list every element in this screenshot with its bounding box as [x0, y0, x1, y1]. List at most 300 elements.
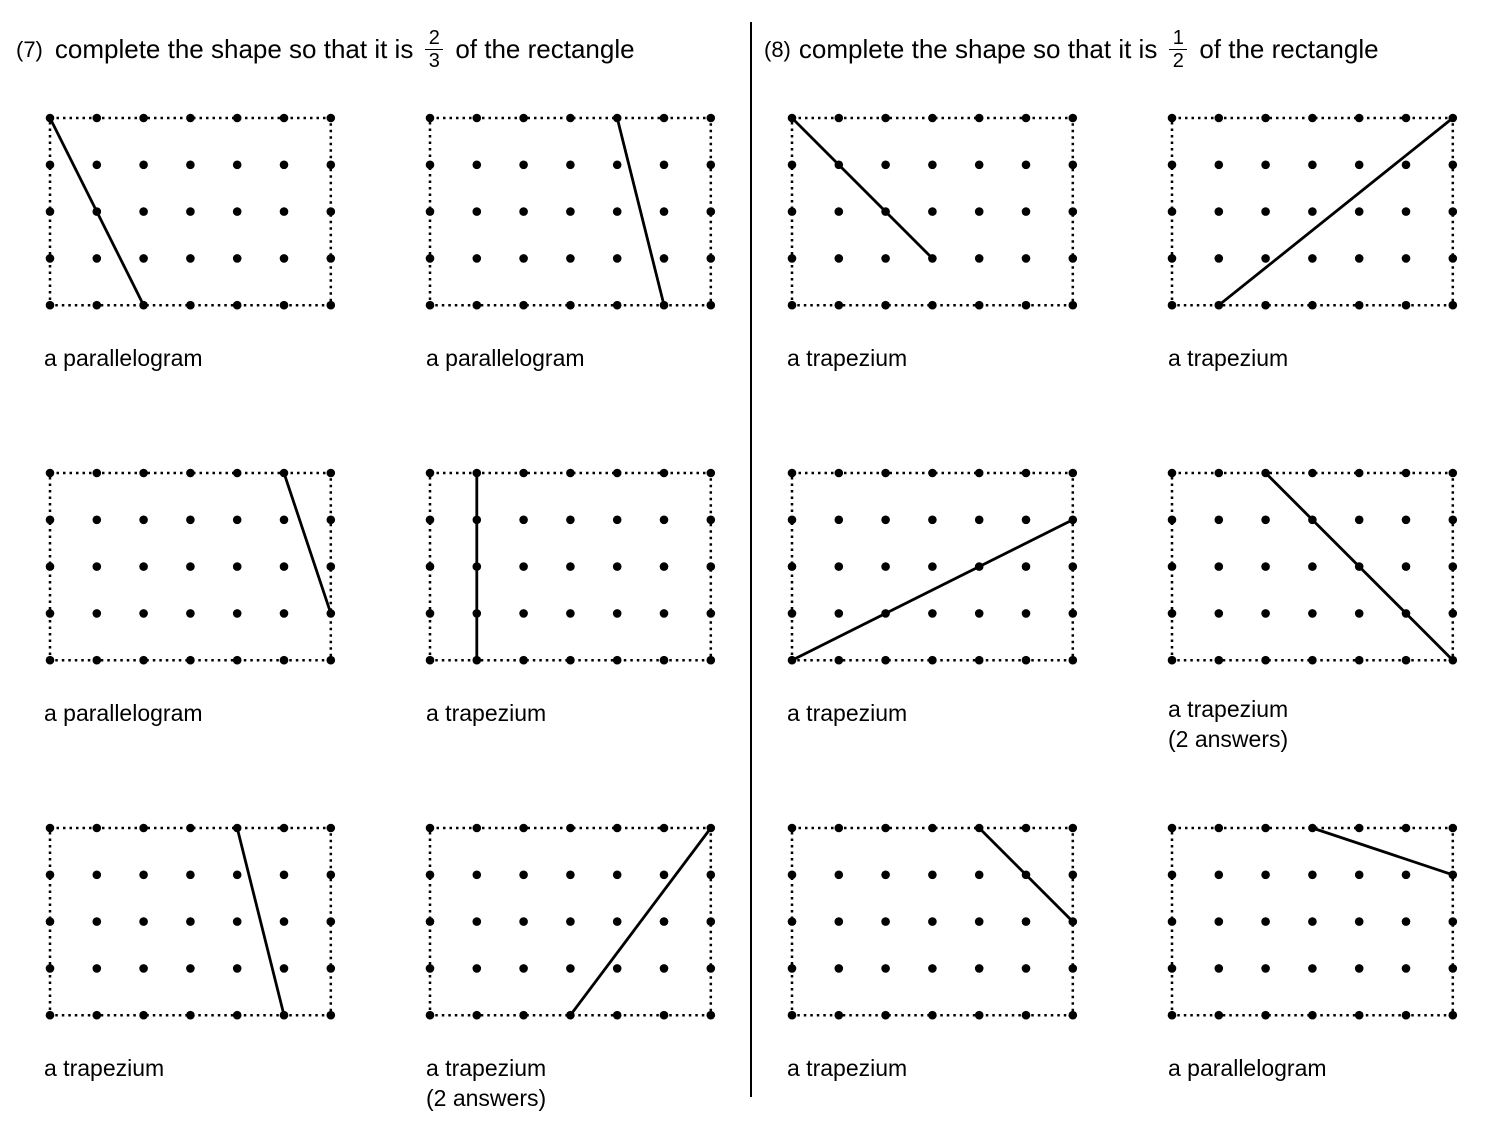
- dot-grid-1: [46, 114, 335, 310]
- q8-number: (8): [764, 36, 791, 62]
- grid-dot: [1168, 871, 1177, 880]
- grid-dot: [139, 656, 148, 665]
- grid-dot: [280, 609, 289, 618]
- grid-dot: [660, 1011, 669, 1020]
- grid-dot: [186, 161, 195, 170]
- grid-dot: [1402, 207, 1411, 216]
- grid-dot: [139, 207, 148, 216]
- grid-dot: [473, 1011, 482, 1020]
- grid-dot: [426, 609, 435, 618]
- grid-dot: [519, 469, 528, 478]
- grid-dot: [327, 254, 336, 263]
- grid-dot: [1215, 871, 1224, 880]
- grid-dot: [1261, 871, 1270, 880]
- shape-name: a parallelogram: [426, 345, 585, 371]
- grid-dot: [835, 656, 844, 665]
- grid-dot: [93, 161, 102, 170]
- grid-dot: [1215, 254, 1224, 263]
- grid-dot: [233, 207, 242, 216]
- grid-dot: [139, 871, 148, 880]
- grid-dot: [707, 964, 716, 973]
- q7-numerator: 2: [428, 27, 440, 49]
- grid-dot: [835, 964, 844, 973]
- grid-dot: [1449, 469, 1458, 478]
- grid-dot: [788, 562, 797, 571]
- grid-dot: [46, 871, 55, 880]
- grid-dot: [426, 562, 435, 571]
- grid-dot: [1168, 254, 1177, 263]
- grid-dot: [93, 562, 102, 571]
- starting-edge-line: [284, 473, 331, 613]
- grid-dot: [1402, 824, 1411, 833]
- starting-edge-line: [792, 118, 932, 258]
- grid-dot: [46, 656, 55, 665]
- grid-dot: [233, 114, 242, 123]
- grid-dot: [519, 824, 528, 833]
- grid-dot: [473, 254, 482, 263]
- grid-dot: [46, 964, 55, 973]
- grid-dot: [519, 301, 528, 310]
- grid-dot: [1261, 516, 1270, 525]
- grid-dot: [93, 469, 102, 478]
- dot-grid-2: [426, 114, 715, 310]
- grid-dot: [1355, 824, 1364, 833]
- grid-dot: [186, 1011, 195, 1020]
- grid-dot: [1069, 656, 1078, 665]
- grid-dot: [660, 609, 669, 618]
- grid-dot: [975, 964, 984, 973]
- grid-dot: [707, 656, 716, 665]
- starting-edge-line: [570, 828, 710, 1015]
- grid-dot: [93, 516, 102, 525]
- grid-dot: [881, 656, 890, 665]
- grid-dot: [1069, 1011, 1078, 1020]
- grid-dot: [566, 609, 575, 618]
- grid-dot: [1168, 301, 1177, 310]
- grid-dot: [928, 516, 937, 525]
- grid-dot: [1022, 562, 1031, 571]
- grid-dot: [233, 254, 242, 263]
- grid-dot: [233, 562, 242, 571]
- grid-dot: [186, 871, 195, 880]
- grid-dot: [1402, 254, 1411, 263]
- grid-dot: [426, 161, 435, 170]
- grid-dot: [1402, 469, 1411, 478]
- grid-dot: [233, 1011, 242, 1020]
- grid-dot: [928, 469, 937, 478]
- grid-dot: [327, 656, 336, 665]
- q7-text-before: complete the shape so that it is: [54, 34, 414, 64]
- shape-name: a parallelogram: [44, 345, 203, 371]
- grid-dot: [93, 254, 102, 263]
- grid-dot: [975, 161, 984, 170]
- grid-dot: [1261, 824, 1270, 833]
- grid-dot: [660, 114, 669, 123]
- grid-dot: [881, 161, 890, 170]
- dot-grid-8: [1168, 469, 1457, 665]
- grid-dot: [1069, 824, 1078, 833]
- grid-dot: [881, 824, 890, 833]
- grid-dot: [519, 114, 528, 123]
- grid-dot: [426, 871, 435, 880]
- shape-name: a trapezium: [1168, 345, 1289, 371]
- grid-dot: [1402, 917, 1411, 926]
- grid-dot: [1022, 254, 1031, 263]
- grid-dot: [1449, 1011, 1458, 1020]
- grid-dot: [1069, 114, 1078, 123]
- starting-edge-line: [979, 828, 1073, 922]
- grid-dot: [707, 1011, 716, 1020]
- grid-dot: [1308, 207, 1317, 216]
- grid-dot: [1308, 656, 1317, 665]
- grid-dot: [1022, 917, 1031, 926]
- dot-grid-3: [788, 114, 1077, 310]
- starting-edge-line: [1266, 473, 1453, 660]
- grid-dot: [975, 1011, 984, 1020]
- grid-dot: [233, 656, 242, 665]
- grid-dot: [186, 469, 195, 478]
- grid-dot: [519, 254, 528, 263]
- grid-dot: [1355, 207, 1364, 216]
- grid-dot: [835, 301, 844, 310]
- grid-dot: [788, 207, 797, 216]
- grid-dot: [788, 871, 797, 880]
- grid-dot: [613, 562, 622, 571]
- grid-dot: [139, 1011, 148, 1020]
- grid-dot: [280, 656, 289, 665]
- grid-dot: [928, 871, 937, 880]
- grid-dot: [1261, 207, 1270, 216]
- grid-dot: [1215, 824, 1224, 833]
- grid-dot: [1449, 207, 1458, 216]
- grid-dot: [473, 161, 482, 170]
- grid-dot: [707, 301, 716, 310]
- grid-dot: [660, 254, 669, 263]
- grid-dot: [1215, 562, 1224, 571]
- grid-dot: [1261, 161, 1270, 170]
- grid-dot: [975, 609, 984, 618]
- shape-name: a parallelogram: [1168, 1055, 1327, 1081]
- grid-dot: [975, 207, 984, 216]
- grid-dot: [327, 207, 336, 216]
- grid-dot: [426, 301, 435, 310]
- grid-dot: [613, 516, 622, 525]
- dot-grid-6: [426, 469, 715, 665]
- shape-caption: [1168, 1053, 1327, 1083]
- grid-dot: [835, 207, 844, 216]
- grid-dot: [327, 161, 336, 170]
- grid-dot: [519, 207, 528, 216]
- grid-dot: [1022, 656, 1031, 665]
- grid-dot: [93, 964, 102, 973]
- grid-dot: [1449, 562, 1458, 571]
- grid-dot: [1355, 609, 1364, 618]
- shape-name: a trapezium: [426, 700, 547, 726]
- grid-dot: [186, 824, 195, 833]
- grid-dot: [835, 1011, 844, 1020]
- grid-dot: [1069, 562, 1078, 571]
- grid-dot: [613, 871, 622, 880]
- grid-dot: [660, 161, 669, 170]
- grid-dot: [327, 917, 336, 926]
- grid-dot: [835, 254, 844, 263]
- grid-dot: [835, 114, 844, 123]
- grid-dot: [186, 562, 195, 571]
- q8-text-before: complete the shape so that it is: [798, 34, 1158, 64]
- grid-dot: [1308, 609, 1317, 618]
- grid-dot: [1402, 301, 1411, 310]
- grid-dot: [1402, 656, 1411, 665]
- starting-edge-line: [50, 118, 144, 305]
- grid-dot: [1355, 656, 1364, 665]
- grid-dot: [566, 301, 575, 310]
- grid-dot: [519, 964, 528, 973]
- grid-dot: [186, 301, 195, 310]
- shape-caption: [1168, 343, 1288, 373]
- grid-dot: [93, 609, 102, 618]
- grid-dot: [1168, 609, 1177, 618]
- starting-edge-line: [617, 118, 664, 305]
- grid-dot: [660, 516, 669, 525]
- grid-dot: [707, 254, 716, 263]
- grid-dot: [1402, 871, 1411, 880]
- grid-dot: [93, 917, 102, 926]
- starting-edge-line: [1312, 828, 1452, 875]
- grid-dot: [186, 917, 195, 926]
- grid-dot: [327, 824, 336, 833]
- grid-dot: [1449, 964, 1458, 973]
- grid-dot: [186, 964, 195, 973]
- grid-dot: [46, 516, 55, 525]
- grid-dot: [1022, 469, 1031, 478]
- grid-dot: [93, 1011, 102, 1020]
- grid-dot: [788, 1011, 797, 1020]
- grid-dot: [1261, 254, 1270, 263]
- grid-dot: [788, 516, 797, 525]
- grid-dot: [613, 917, 622, 926]
- grid-dot: [613, 964, 622, 973]
- grid-dot: [93, 656, 102, 665]
- grid-dot: [707, 469, 716, 478]
- grid-dot: [426, 656, 435, 665]
- grid-dot: [1355, 254, 1364, 263]
- grid-dot: [1069, 161, 1078, 170]
- grid-dot: [519, 516, 528, 525]
- grid-dot: [613, 207, 622, 216]
- grid-dot: [707, 516, 716, 525]
- grid-dot: [928, 161, 937, 170]
- grid-dot: [473, 207, 482, 216]
- grid-dot: [139, 824, 148, 833]
- grid-dot: [881, 562, 890, 571]
- grid-dot: [788, 254, 797, 263]
- grid-dot: [233, 871, 242, 880]
- starting-edge-line: [237, 828, 284, 1015]
- grid-dot: [93, 114, 102, 123]
- answer-count: (2 answers): [1168, 726, 1289, 752]
- grid-dot: [327, 469, 336, 478]
- grid-dot: [1402, 114, 1411, 123]
- grid-dot: [566, 964, 575, 973]
- shape-caption: [44, 1053, 164, 1083]
- q8-text-after: of the rectangle: [1199, 34, 1379, 64]
- grid-dot: [1168, 562, 1177, 571]
- grid-dot: [473, 871, 482, 880]
- grid-dot: [1215, 917, 1224, 926]
- grid-dot: [566, 917, 575, 926]
- grid-dot: [1261, 301, 1270, 310]
- grid-dot: [426, 516, 435, 525]
- grid-dot: [1402, 161, 1411, 170]
- grid-dot: [566, 871, 575, 880]
- grid-dot: [1308, 161, 1317, 170]
- answer-count: (2 answers): [426, 1085, 547, 1111]
- grid-dot: [1168, 656, 1177, 665]
- shape-caption: [787, 343, 907, 373]
- grid-dot: [1449, 516, 1458, 525]
- grid-dot: [1022, 1011, 1031, 1020]
- grid-dot: [327, 301, 336, 310]
- grid-dot: [93, 824, 102, 833]
- grid-dot: [1215, 207, 1224, 216]
- grid-dot: [1449, 301, 1458, 310]
- shape-name: a trapezium: [787, 700, 908, 726]
- grid-dot: [1022, 516, 1031, 525]
- grid-dot: [186, 114, 195, 123]
- grid-dot: [233, 964, 242, 973]
- grid-dot: [928, 609, 937, 618]
- grid-dot: [139, 562, 148, 571]
- grid-dot: [881, 516, 890, 525]
- grid-dot: [613, 254, 622, 263]
- grid-dot: [519, 562, 528, 571]
- grid-dot: [1168, 207, 1177, 216]
- grid-dot: [881, 254, 890, 263]
- grid-dot: [1355, 301, 1364, 310]
- grid-dot: [788, 301, 797, 310]
- grid-dot: [473, 964, 482, 973]
- grid-dot: [46, 254, 55, 263]
- grid-dot: [233, 917, 242, 926]
- grid-dot: [1308, 469, 1317, 478]
- grid-dot: [1449, 161, 1458, 170]
- grid-dot: [426, 1011, 435, 1020]
- shape-name: a trapezium: [1168, 696, 1289, 722]
- grid-dot: [46, 609, 55, 618]
- grid-dot: [280, 114, 289, 123]
- grid-dot: [1449, 609, 1458, 618]
- grid-dot: [1261, 562, 1270, 571]
- grid-dot: [1022, 964, 1031, 973]
- grid-dot: [1355, 161, 1364, 170]
- grid-dot: [1069, 207, 1078, 216]
- shape-caption: [787, 698, 907, 728]
- grid-dot: [327, 871, 336, 880]
- grid-dot: [707, 114, 716, 123]
- shape-caption: [426, 343, 585, 373]
- grid-dot: [280, 917, 289, 926]
- grid-dot: [426, 207, 435, 216]
- grid-dot: [280, 301, 289, 310]
- grid-dot: [1261, 1011, 1270, 1020]
- grid-dot: [139, 254, 148, 263]
- grid-dot: [881, 301, 890, 310]
- grid-dot: [186, 609, 195, 618]
- q8-denominator: 2: [1172, 50, 1184, 72]
- grid-dot: [233, 516, 242, 525]
- grid-dot: [1069, 301, 1078, 310]
- grid-dot: [1449, 824, 1458, 833]
- grid-dot: [280, 254, 289, 263]
- grid-dot: [1022, 114, 1031, 123]
- grid-dot: [519, 871, 528, 880]
- grid-dot: [1261, 917, 1270, 926]
- grid-dot: [928, 207, 937, 216]
- grid-dot: [835, 609, 844, 618]
- q8-numerator: 1: [1172, 27, 1184, 49]
- grid-dot: [613, 609, 622, 618]
- grid-dot: [1308, 1011, 1317, 1020]
- grid-dot: [881, 871, 890, 880]
- grid-dot: [327, 562, 336, 571]
- grid-dot: [93, 871, 102, 880]
- shape-caption: [787, 1053, 907, 1083]
- grid-dot: [928, 114, 937, 123]
- grid-dot: [928, 1011, 937, 1020]
- grid-dot: [613, 301, 622, 310]
- grid-dot: [660, 562, 669, 571]
- grid-dot: [660, 469, 669, 478]
- grid-dot: [1355, 964, 1364, 973]
- grid-dot: [327, 516, 336, 525]
- grid-dot: [1069, 871, 1078, 880]
- grid-dot: [835, 917, 844, 926]
- grid-dot: [1022, 301, 1031, 310]
- grid-dot: [280, 516, 289, 525]
- grid-dot: [233, 161, 242, 170]
- grid-dot: [1215, 964, 1224, 973]
- grid-dot: [928, 917, 937, 926]
- grid-dot: [1308, 114, 1317, 123]
- q7-number: (7): [16, 36, 43, 62]
- grid-dot: [1308, 562, 1317, 571]
- grid-dot: [1168, 964, 1177, 973]
- grid-dot: [139, 516, 148, 525]
- shape-caption: [426, 698, 546, 728]
- grid-dot: [426, 917, 435, 926]
- grid-dot: [1168, 114, 1177, 123]
- grid-dot: [1215, 114, 1224, 123]
- grid-dot: [1261, 609, 1270, 618]
- grid-dot: [1022, 824, 1031, 833]
- grid-dot: [975, 516, 984, 525]
- grid-dot: [186, 656, 195, 665]
- grid-dot: [566, 207, 575, 216]
- grid-dot: [881, 114, 890, 123]
- grid-dot: [788, 964, 797, 973]
- grid-dot: [1215, 161, 1224, 170]
- starting-edge-line: [1219, 118, 1453, 305]
- grid-dot: [280, 161, 289, 170]
- shape-name: a trapezium: [44, 1055, 165, 1081]
- grid-dot: [707, 871, 716, 880]
- shape-caption: [44, 343, 203, 373]
- grid-dot: [613, 656, 622, 665]
- grid-dot: [1215, 1011, 1224, 1020]
- grid-dot: [46, 161, 55, 170]
- grid-dot: [1261, 656, 1270, 665]
- grid-dot: [788, 917, 797, 926]
